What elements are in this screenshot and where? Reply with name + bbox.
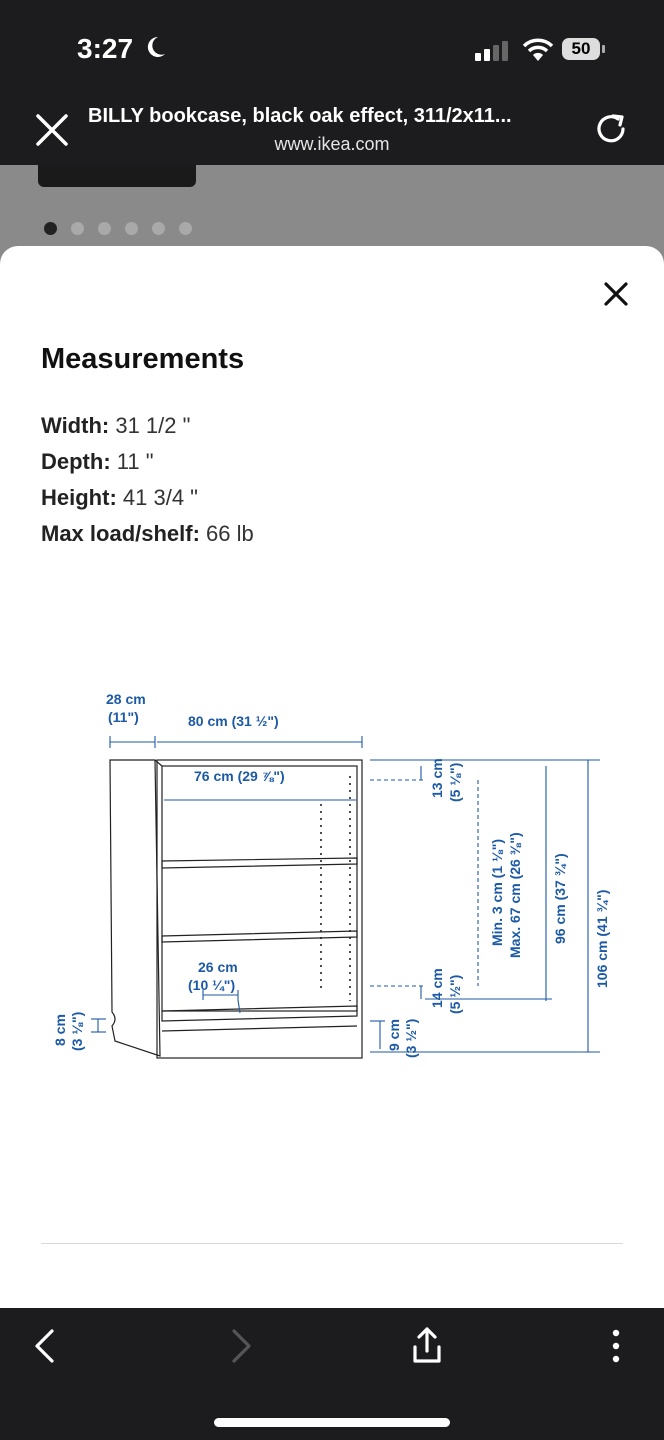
bookcase-frame bbox=[157, 760, 362, 1058]
more-vertical-icon bbox=[610, 1328, 622, 1364]
browser-header bbox=[0, 98, 664, 165]
dim-inner-height: 96 cm (37 ¾") bbox=[552, 853, 568, 944]
specs-list bbox=[41, 408, 254, 552]
sheet-heading: Measurements bbox=[41, 343, 245, 375]
wifi-icon bbox=[522, 37, 554, 68]
carousel-dot[interactable] bbox=[179, 222, 192, 235]
chevron-left-icon bbox=[32, 1328, 58, 1364]
signal-icon bbox=[475, 40, 511, 67]
product-image bbox=[38, 165, 196, 187]
status-bar bbox=[0, 0, 664, 98]
measurements-sheet bbox=[0, 246, 664, 1308]
close-icon bbox=[603, 281, 629, 307]
dimension-drawing bbox=[40, 686, 630, 1086]
dim-total-height: 106 cm (41 ¾") bbox=[594, 889, 610, 988]
page-host: www.ikea.com bbox=[274, 134, 390, 154]
carousel-dot[interactable] bbox=[71, 222, 84, 235]
dim-top-gap-in: (5 ⅛") bbox=[447, 762, 463, 802]
dim-shelf-spacing-min: Min. 3 cm (1 ⅛") bbox=[489, 839, 505, 946]
dim-width-outer: 80 cm (31 ½") bbox=[188, 713, 279, 729]
dim-base-in: (3 ½") bbox=[403, 1018, 419, 1058]
back-button[interactable] bbox=[32, 1328, 58, 1369]
carousel-dot[interactable] bbox=[152, 222, 165, 235]
share-icon bbox=[408, 1325, 446, 1365]
spec-value: 31 1/2 " bbox=[115, 413, 191, 438]
spec-label: Height: bbox=[41, 485, 117, 510]
dim-width-inner: 76 cm (29 ⅞") bbox=[194, 768, 285, 784]
dim-plinth-in: (3 ⅛") bbox=[69, 1011, 85, 1051]
dim-bottom-gap-cm: 14 cm bbox=[429, 968, 445, 1008]
status-time: 3:27 bbox=[77, 33, 134, 64]
close-sheet-button[interactable] bbox=[603, 281, 629, 312]
reload-button[interactable] bbox=[592, 110, 630, 153]
spec-label: Width: bbox=[41, 413, 110, 438]
spec-value: 41 3/4 " bbox=[122, 485, 198, 510]
home-indicator bbox=[214, 1418, 450, 1427]
spec-label: Depth: bbox=[41, 449, 111, 474]
battery-icon bbox=[562, 38, 600, 60]
battery-level: 50 bbox=[571, 39, 591, 58]
forward-button[interactable] bbox=[228, 1328, 254, 1369]
dim-base-cm: 9 cm bbox=[386, 1019, 402, 1051]
share-button[interactable] bbox=[408, 1325, 446, 1370]
spec-label: Max load/shelf: bbox=[41, 521, 200, 546]
spec-row bbox=[41, 480, 254, 516]
spec-row bbox=[41, 444, 254, 480]
spec-value: 11 " bbox=[116, 449, 154, 474]
reload-icon bbox=[592, 110, 630, 148]
dim-bottom-gap-in: (5 ½") bbox=[447, 974, 463, 1014]
spec-value: 66 lb bbox=[206, 521, 254, 546]
dim-shelf-spacing-max: Max. 67 cm (26 ⅜") bbox=[507, 832, 523, 958]
spec-row bbox=[41, 516, 254, 552]
dim-top-gap-cm: 13 cm bbox=[429, 758, 445, 798]
moon-icon bbox=[146, 35, 166, 64]
dim-plinth-cm: 8 cm bbox=[52, 1014, 68, 1046]
divider bbox=[41, 1243, 623, 1244]
page-title: BILLY bookcase, black oak effect, 311/2x11... bbox=[88, 105, 512, 127]
dim-shelf-depth-in: (10 ¼") bbox=[188, 977, 236, 993]
dim-depth-cm: 28 cm bbox=[106, 691, 146, 707]
battery-tip bbox=[602, 45, 605, 53]
dim-shelf-depth-cm: 26 cm bbox=[198, 959, 238, 975]
dim-depth-in: (11") bbox=[108, 709, 139, 725]
more-button[interactable] bbox=[610, 1328, 622, 1369]
carousel-dot[interactable] bbox=[125, 222, 138, 235]
spec-row bbox=[41, 408, 254, 444]
carousel-dot[interactable] bbox=[44, 222, 57, 235]
chevron-right-icon bbox=[228, 1328, 254, 1364]
carousel-dot[interactable] bbox=[98, 222, 111, 235]
